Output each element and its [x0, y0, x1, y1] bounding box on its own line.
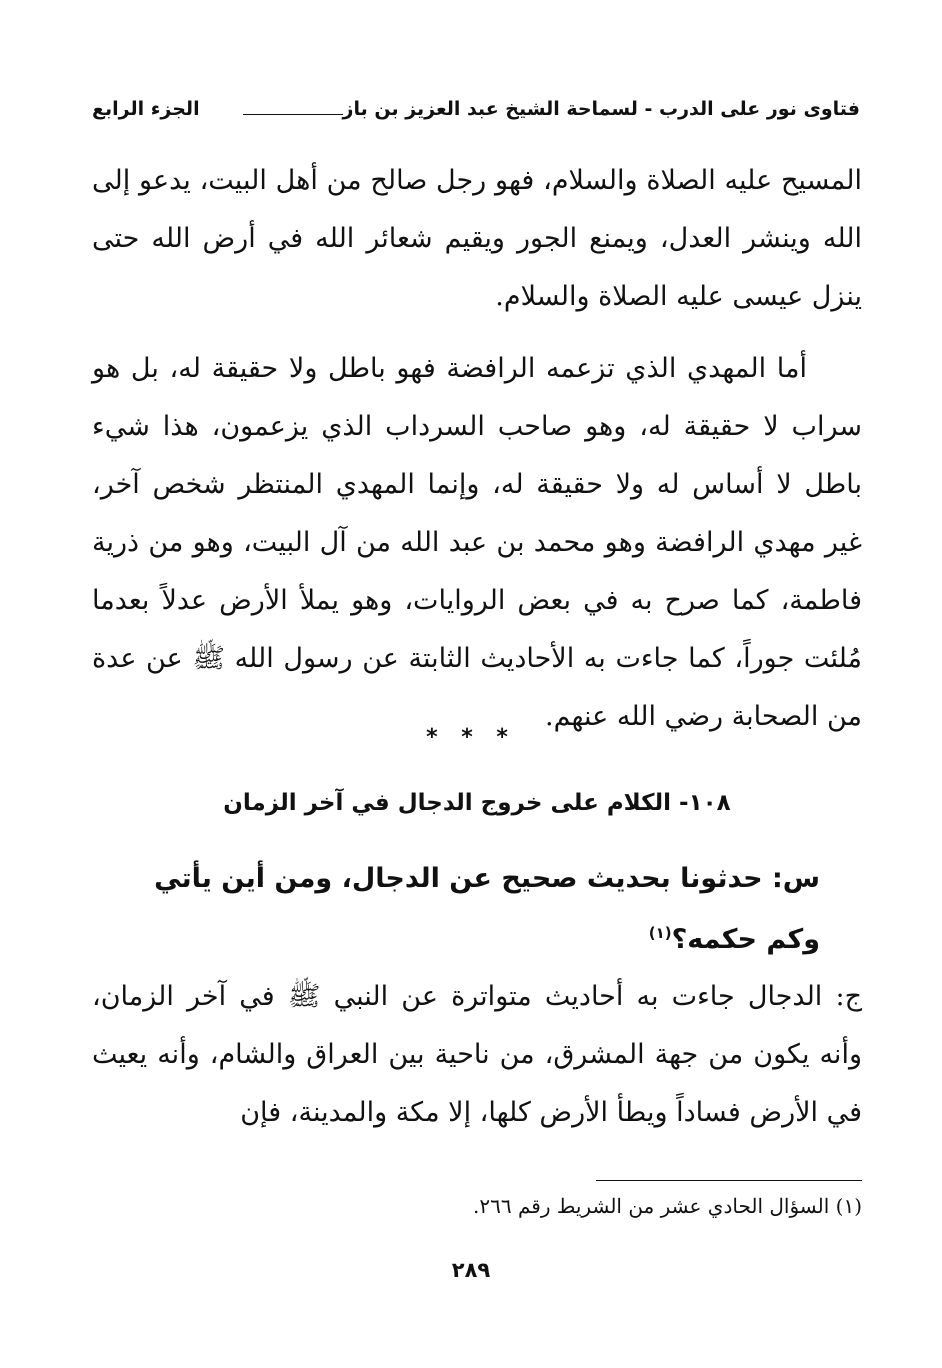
running-header — [92, 92, 860, 126]
answer-text: ج: الدجال جاءت به أحاديث متواترة عن النبي ﷺ في آخر الزمان، وأنه يكون من جهة المشرق، من ناحية بين العراق والشام، وأنه يعيث في الأرض فساداً ويطأ الأرض كلها، إلا مكة والمدينة، فإن — [92, 981, 862, 1128]
section-heading: ١٠٨- الكلام على خروج الدجال في آخر الزمان — [223, 790, 731, 816]
paragraph-continuation: المسيح عليه الصلاة والسلام، فهو رجل صالح من أهل البيت، يدعو إلى الله وينشر العدل، ويمنع الجور ويقيم شعائر الله في أرض الله حتى ينزل عيسى عليه الصلاة والسلام. — [92, 165, 862, 312]
footnote-divider — [596, 1180, 862, 1181]
question-text — [110, 852, 820, 967]
page-number: ٢٨٩ — [451, 1258, 491, 1282]
header-book-title: فتاوى نور على الدرب - لسماحة الشيخ عبد العزيز بن باز — [239, 98, 860, 120]
footnote-text: (١) السؤال الحادي عشر من الشريط رقم ٢٦٦. — [473, 1194, 862, 1218]
question-body: س: حدثونا بحديث صحيح عن الدجال، ومن أين يأتي وكم حكمه؟ — [154, 863, 820, 955]
footnote-marker: (١) — [648, 924, 672, 942]
section-separator: * * * — [426, 725, 516, 750]
header-volume: الجزء الرابع — [92, 98, 200, 120]
header-rule — [243, 102, 343, 115]
paragraph-mahdi: أما المهدي الذي تزعمه الرافضة فهو باطل ولا حقيقة له، بل هو سراب لا حقيقة له، وهو صاحب السرداب الذي يزعمون، هذا شيء باطل لا أساس له ولا حقيقة له، وإنما المهدي المنتظر شخص آخر، غير مهدي الرافضة وهو محمد بن عبد الله من آل البيت، وهو من ذرية فاطمة، كما صرح به في بعض الروايات، وهو يملأ الأرض عدلاً بعدما مُلئت جوراً، كما جاءت به الأحاديث الثابتة عن رسول الله ﷺ عن عدة من الصحابة رضي الله عنهم. — [92, 353, 862, 732]
